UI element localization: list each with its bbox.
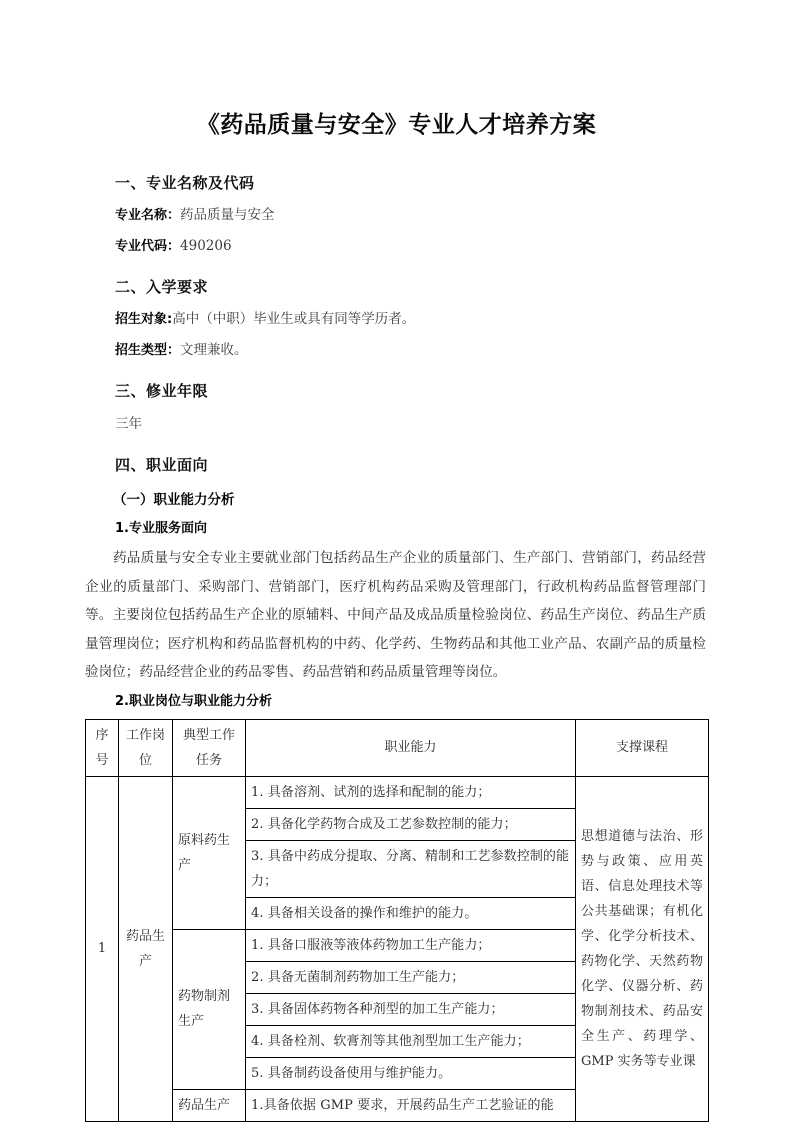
- career-ability-table: [85, 719, 709, 1122]
- cell-ability: 3. 具备固体药物各种剂型的加工生产能力；: [246, 993, 576, 1025]
- table-header-course: 支撑课程: [576, 719, 709, 776]
- subsection-heading-career-ability: （一）职业能力分析: [113, 492, 235, 508]
- field-label: 专业名称：: [115, 208, 181, 223]
- field-label: 专业代码：: [115, 239, 181, 254]
- table-header-ability: 职业能力: [246, 719, 576, 776]
- field-major-code: [85, 231, 708, 262]
- section-heading-1: 一、专业名称及代码: [115, 174, 255, 192]
- cell-ability: 4. 具备栓剂、软膏剂等其他剂型加工生产能力；: [246, 1025, 576, 1057]
- item-heading-post-ability: 2.职业岗位与职业能力分析: [115, 693, 272, 709]
- section-heading-2: 二、入学要求: [115, 278, 209, 296]
- section-heading-4: 四、职业面向: [115, 456, 209, 474]
- field-admission-target: [85, 304, 708, 335]
- field-label: 招生对象:: [115, 312, 173, 327]
- table-row: [86, 776, 709, 808]
- service-orientation-paragraph: 药品质量与安全专业主要就业部门包括药品生产企业的质量部门、生产部门、营销部门，药品经营企业的质量部门、采购部门、营销部门，医疗机构药品采购及管理部门，行政机构药品监督管理部门等。主要岗位包括药品生产企业的原辅料、中间产品及成品质量检验岗位、药品生产岗位、药品生产质量管理岗位；医疗机构和药品监督机构的中药、化学药、生物药品和其他工业产品、农副产品的质量检验岗位；药品经营企业的药品零售、药品营销和药品质量管理等岗位。: [85, 550, 706, 680]
- cell-ability: 1.具备依据 GMP 要求，开展药品生产工艺验证的能: [246, 1089, 576, 1121]
- study-duration-value: 三年: [115, 416, 142, 432]
- section-heading-3: 三、修业年限: [115, 382, 209, 400]
- cell-ability: 2. 具备化学药物合成及工艺参数控制的能力；: [246, 808, 576, 840]
- table-header-seq: 序号: [86, 719, 119, 776]
- cell-task-drug-production: 药品生产: [173, 1089, 246, 1121]
- cell-support-courses: 思想道德与法治、形势与政策、应用英语、信息处理技术等公共基础课；有机化学、化学分析技术、药物化学、天然药物化学、仪器分析、药物制剂技术、药品安全生产、药理学、GMP 实务等专业课: [576, 776, 709, 1121]
- cell-ability: 1. 具备口服液等液体药物加工生产能力；: [246, 929, 576, 961]
- field-value: 药品质量与安全: [180, 207, 275, 223]
- cell-seq: 1: [86, 776, 119, 1121]
- cell-ability: 3. 具备中药成分提取、分离、精制和工艺参数控制的能力；: [246, 840, 576, 897]
- table-header-row: [86, 719, 709, 776]
- cell-task-preparation: 药物制剂生产: [173, 929, 246, 1089]
- page-title: 《药品质量与安全》专业人才培养方案: [196, 111, 597, 138]
- table-header-task: 典型工作任务: [173, 719, 246, 776]
- field-value: 文理兼收。: [180, 342, 248, 358]
- table-header-post: 工作岗位: [119, 719, 173, 776]
- cell-ability: 1. 具备溶剂、试剂的选择和配制的能力；: [246, 776, 576, 808]
- field-value: 490206: [180, 238, 232, 254]
- cell-ability: 5. 具备制药设备使用与维护能力。: [246, 1057, 576, 1089]
- cell-task-raw-material: 原料药生产: [173, 776, 246, 929]
- cell-post: 药品生产: [119, 776, 173, 1121]
- field-admission-type: [85, 335, 708, 366]
- cell-ability: 4. 具备相关设备的操作和维护的能力。: [246, 897, 576, 929]
- cell-ability: 2. 具备无菌制剂药物加工生产能力；: [246, 961, 576, 993]
- field-major-name: [85, 200, 708, 231]
- field-label: 招生类型：: [115, 343, 181, 358]
- document-content: [85, 108, 708, 1122]
- field-value: 高中（中职）毕业生或具有同等学历者。: [172, 311, 416, 327]
- item-heading-service-orientation: 1.专业服务面向: [115, 521, 207, 536]
